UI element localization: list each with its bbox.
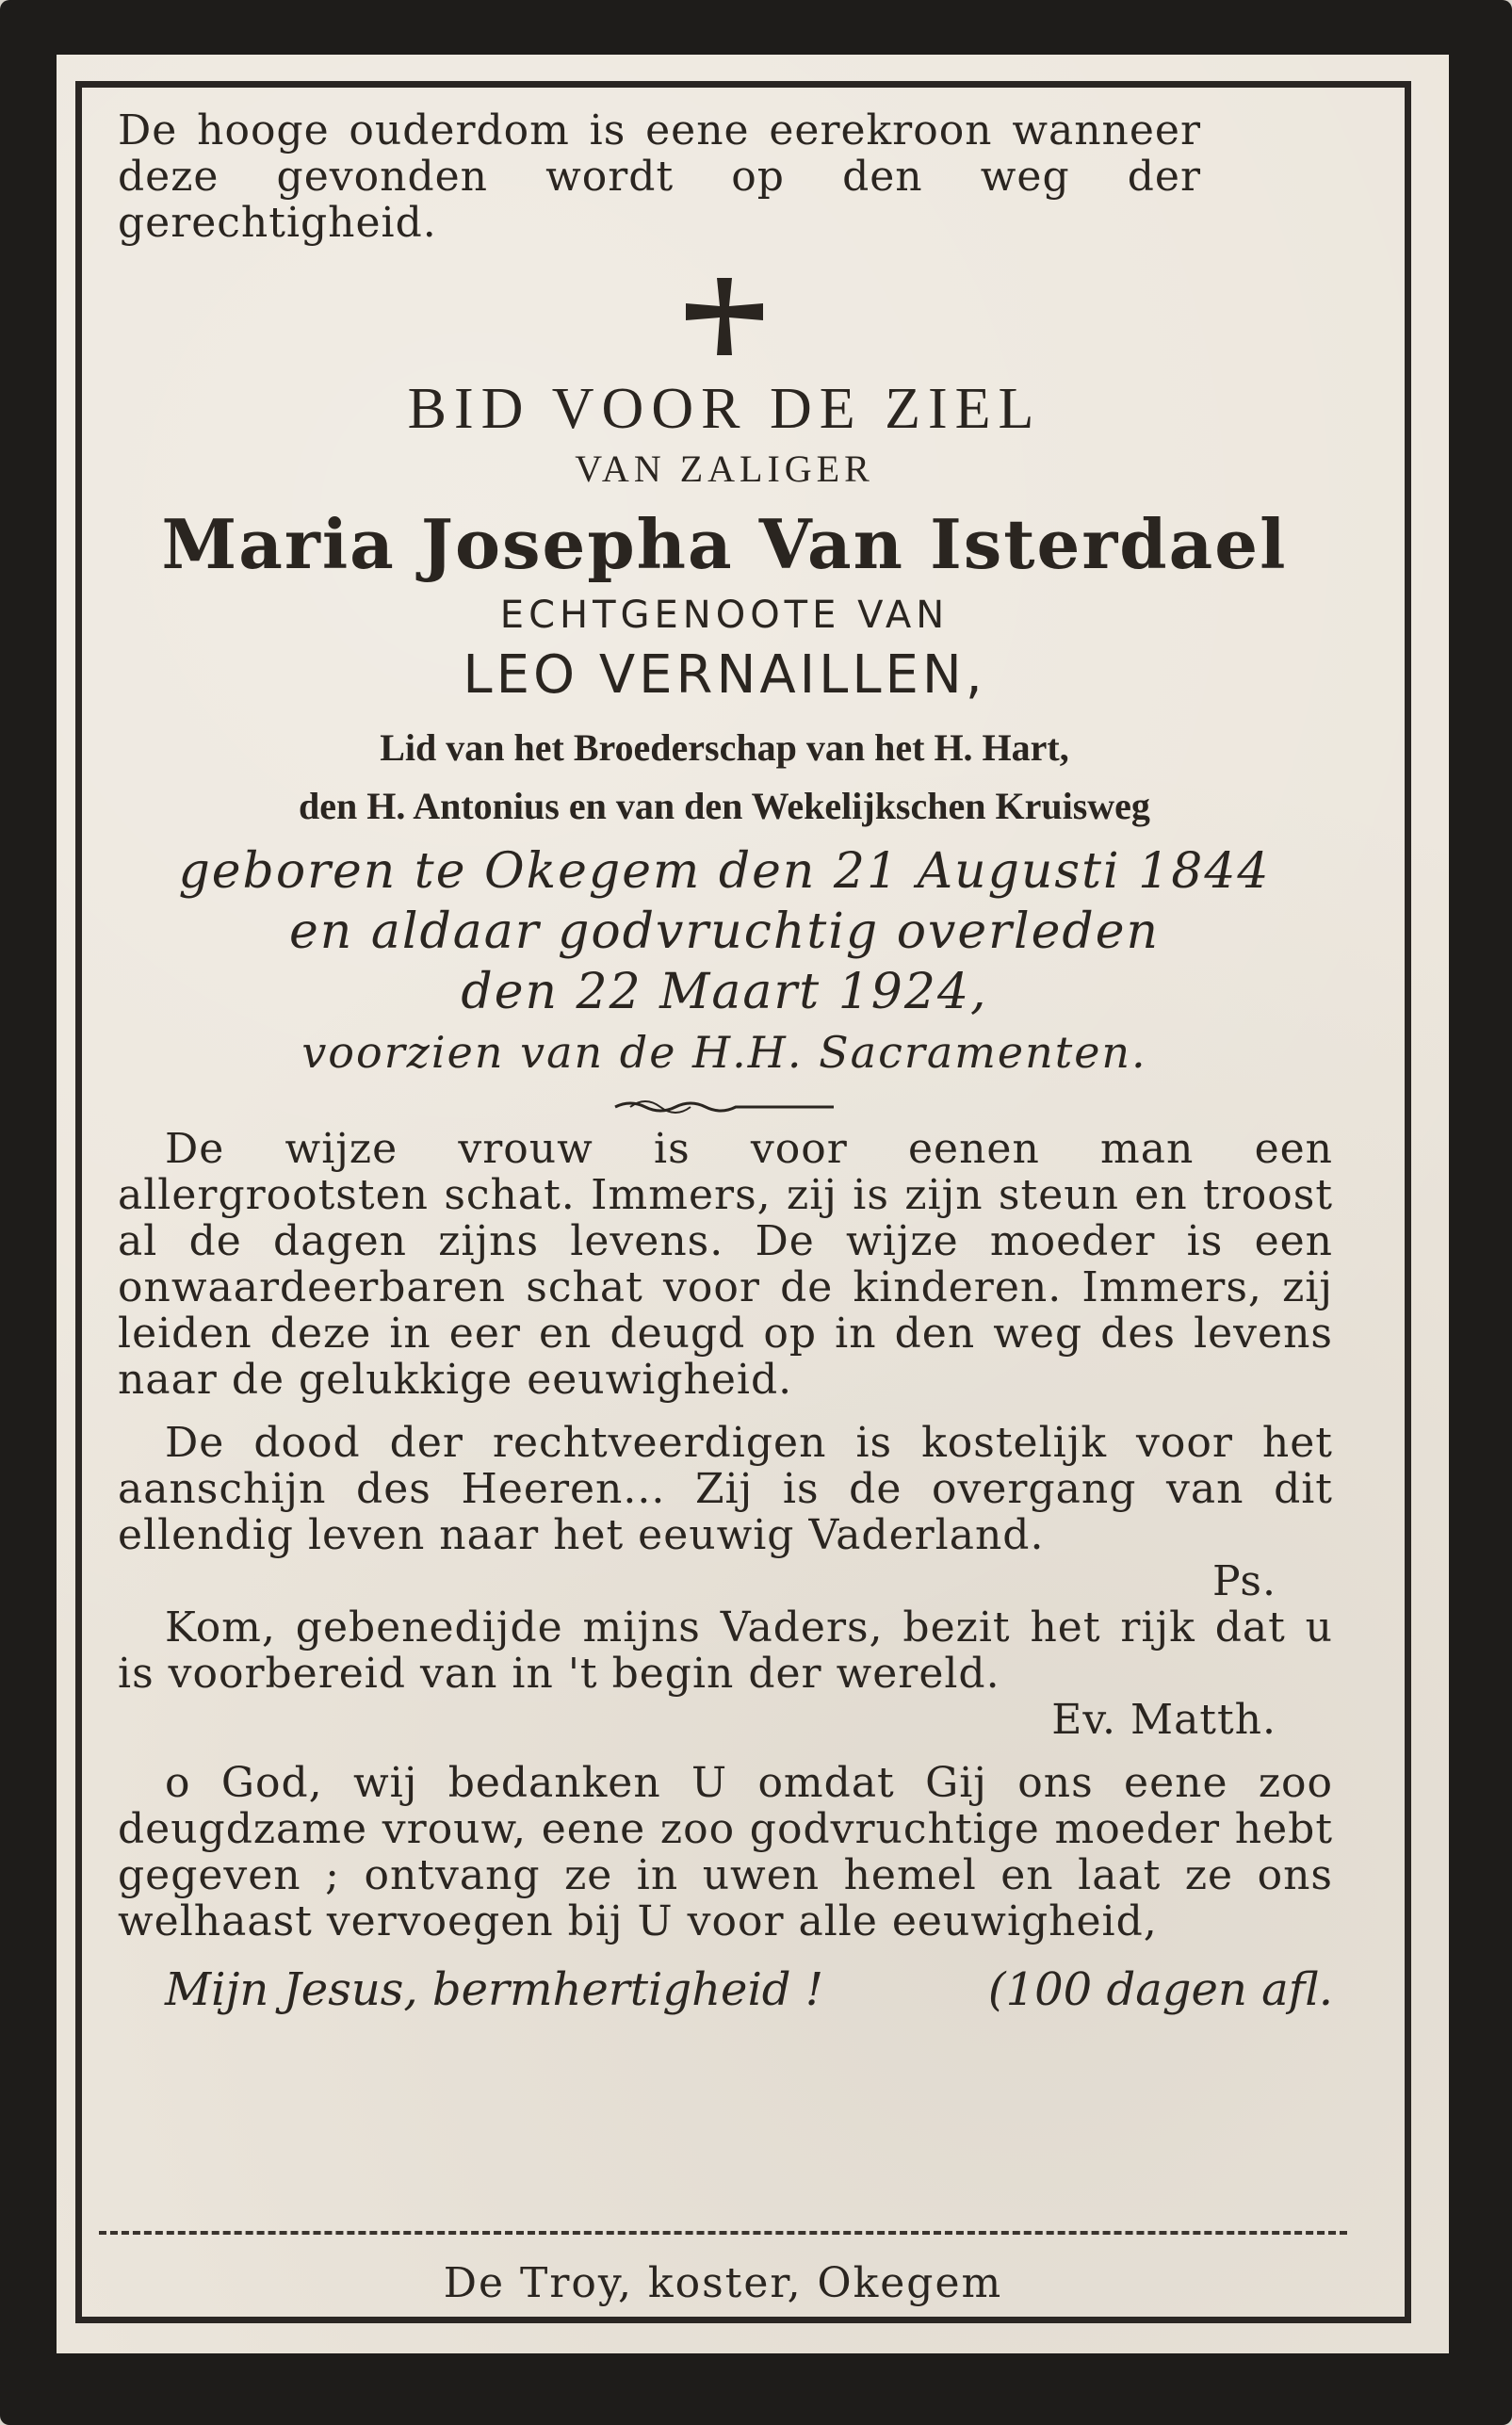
spouse-name: LEO VERNAILLEN, (463, 644, 986, 706)
death-line-1: en aldaar godvruchtig overleden (289, 903, 1160, 960)
birth-line: geboren te Okegem den 21 Augusti 1844 (178, 843, 1271, 900)
printer-credit: De Troy, koster, Okegem (443, 2259, 1003, 2307)
ornament-divider-icon (611, 1098, 837, 1116)
death-line-2: den 22 Maart 1924, (461, 964, 988, 1020)
membership-line-2: den H. Antonius en van den Wekelijkschen Kruisweg (299, 785, 1150, 827)
card-paper (57, 55, 1449, 2353)
psalm-reference: Ps. (1212, 1557, 1276, 1605)
text-paragraph-2: De dood der rechtveerdigen is kostelijk voor het aanschijn des Heeren... Zij is de overgang van dit ellendig leven naar het eeuwig Vaderland. (118, 1419, 1333, 1559)
closing-prayer (118, 1963, 1333, 2016)
body-texts (118, 1126, 1333, 1945)
sacraments-line: voorzien van de H.H. Sacramenten. (301, 1027, 1147, 1078)
epigraph-text: De hooge ouderdom is eene eerekroon wanneer deze gevonden wordt op den weg der gerechtigheid. (118, 106, 1201, 247)
text-paragraph-3: Kom, gebenedijde mijns Vaders, bezit het rijk dat u is voorbereid van in 't begin der wereld. (118, 1603, 1333, 1698)
reference-row-1 (118, 1558, 1333, 1604)
text-paragraph-4: o God, wij bedanken U omdat Gij ons eene zoo deugdzame vrouw, eene zoo godvruchtige moeder hebt gegeven ; ontvang ze in uwen hemel en laat ze ons welhaast vervoegen bij U voor alle eeuwigheid, (118, 1759, 1333, 1945)
text-paragraph-1: De wijze vrouw is voor eenen man een allergrootsten schat. Immers, zij is zijn steun en troost al de dagen zijns levens. De wijze moeder is een onwaardeerbaren schat voor de kinderen. Immers, zij leiden deze in eer en deugd op in den weg des levens naar de gelukkige eeuwigheid. (118, 1125, 1333, 1404)
indulgence-text: (100 dagen afl. (987, 1963, 1333, 2016)
deceased-name: Maria Josepha Van Isterdael (161, 504, 1288, 584)
membership-block (118, 719, 1331, 836)
prayer-text: Mijn Jesus, bermhertigheid ! (165, 1963, 824, 2016)
spouse-intro: ECHTGENOOTE VAN (499, 594, 950, 637)
membership-line-1: Lid van het Broederschap van het H. Hart, (380, 726, 1069, 769)
card-content (118, 107, 1331, 2016)
prayer-heading: BID VOOR DE ZIEL (407, 377, 1042, 441)
reference-row-2 (118, 1697, 1333, 1743)
cross-icon (682, 274, 767, 359)
dashed-divider (99, 2231, 1347, 2235)
life-dates (118, 841, 1331, 1082)
matthew-reference: Ev. Matth. (1051, 1696, 1276, 1744)
late-label: VAN ZALIGER (575, 448, 874, 490)
